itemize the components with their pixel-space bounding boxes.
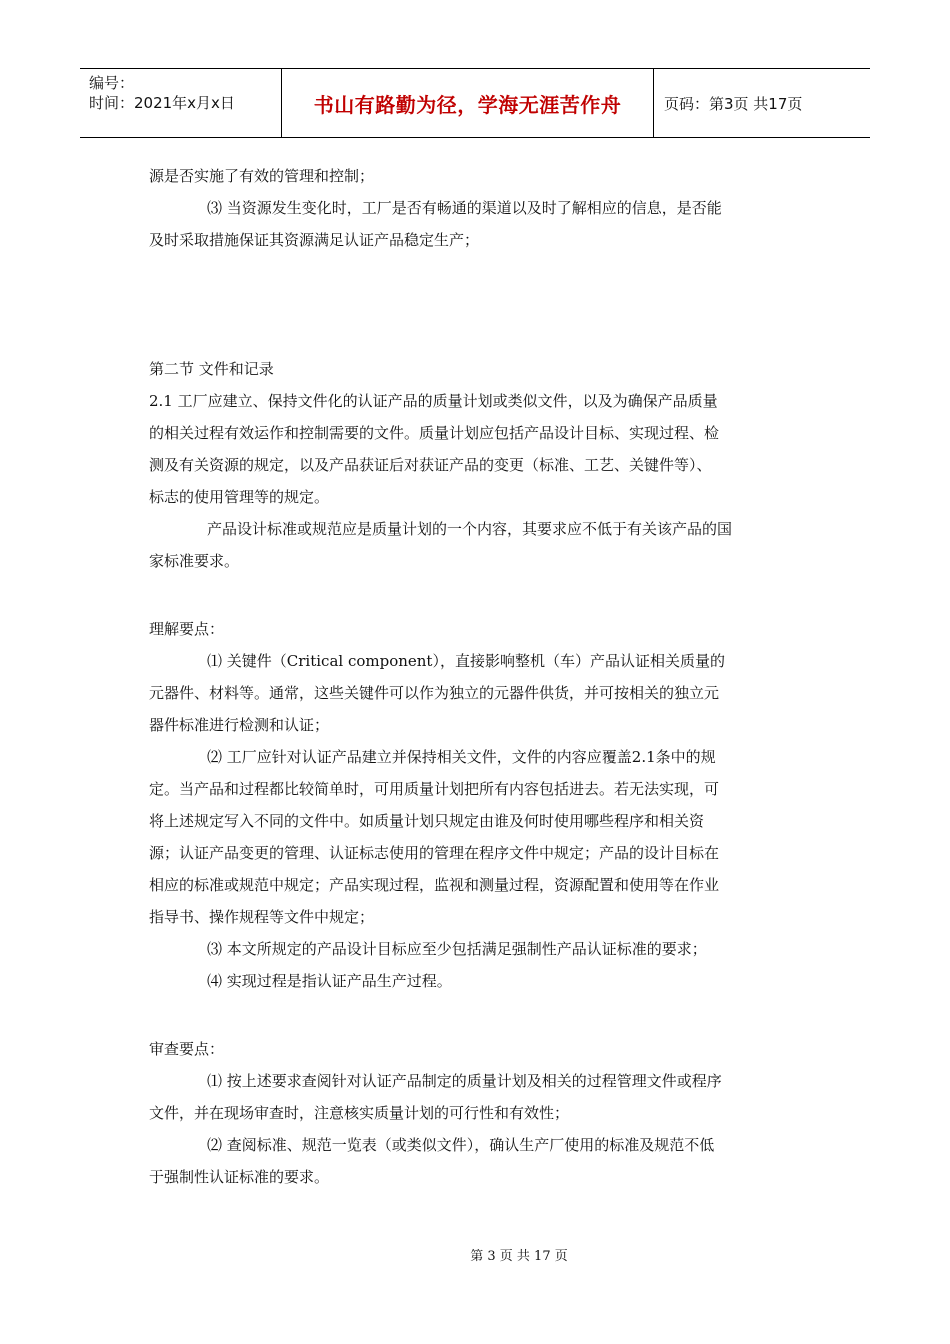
body-line: 2.1 工厂应建立、保持文件化的认证产品的质量计划或类似文件，以及为确保产品质量 [149,392,718,410]
body-line: 源是否实施了有效的管理和控制； [149,167,375,185]
body-line: ⑴ 按上述要求查阅针对认证产品制定的质量计划及相关的过程管理文件或程序 [207,1072,722,1090]
body-line: 家标准要求。 [149,552,240,570]
body-line: 测及有关资源的规定，以及产品获证后对获证产品的变更（标准、工艺、关键件等）、 [149,456,712,474]
document-time-label: 时间：2021年x月x日 [89,94,235,112]
body-line: ⑴ 关键件（Critical component），直接影响整机（车）产品认证相关质量的 [207,652,725,670]
body-line: 的相关过程有效运作和控制需要的文件。质量计划应包括产品设计目标、实现过程、检 [149,424,720,442]
page-footer [0,1245,950,1264]
page-header [80,68,870,138]
body-line: 将上述规定写入不同的文件中。如质量计划只规定由谁及何时使用哪些程序和相关资 [149,812,705,830]
body-line: 源；认证产品变更的管理、认证标志使用的管理在程序文件中规定；产品的设计目标在 [149,844,720,862]
body-line: ⑵ 工厂应针对认证产品建立并保持相关文件，文件的内容应覆盖2.1条中的规 [207,748,716,766]
header-meta [80,69,281,137]
body-line: 器件标准进行检测和认证； [149,716,330,734]
body-line: 定。当产品和过程都比较简单时，可用质量计划把所有内容包括进去。若无法实现，可 [149,780,720,798]
footer-page-number: 第 3 页 共 17 页 [470,1249,568,1264]
header-motto: 书山有路勤为径，学海无涯苦作舟 [313,92,622,117]
body-line: ⑶ 当资源发生变化时，工厂是否有畅通的渠道以及时了解相应的信息，是否能 [207,199,722,217]
body-line: 指导书、操作规程等文件中规定； [149,908,375,926]
subheading-review: 审查要点： [149,1040,225,1058]
body-line: 相应的标准或规范中规定；产品实现过程，监视和测量过程，资源配置和使用等在作业 [149,876,720,894]
body-line: 于强制性认证标准的要求。 [149,1168,330,1186]
body-line: 标志的使用管理等的规定。 [149,488,330,506]
body-line: ⑷ 实现过程是指认证产品生产过程。 [207,972,452,990]
body-line: ⑶ 本文所规定的产品设计目标应至少包括满足强制性产品认证标准的要求； [207,940,707,958]
header-page-info: 页码：第3页 共17页 [664,94,803,113]
document-number-label: 编号： [89,74,135,92]
body-line: 及时采取措施保证其资源满足认证产品稳定生产； [149,231,480,249]
section-heading: 第二节 文件和记录 [149,360,274,378]
header-motto-cell [281,69,654,137]
body-line: 文件，并在现场审查时，注意核实质量计划的可行性和有效性； [149,1104,570,1122]
body-line: 产品设计标准或规范应是质量计划的一个内容，其要求应不低于有关该产品的国 [207,520,733,538]
body-line: ⑵ 查阅标准、规范一览表（或类似文件），确认生产厂使用的标准及规范不低 [207,1136,715,1154]
body-line: 元器件、材料等。通常，这些关键件可以作为独立的元器件供货，并可按相关的独立元 [149,684,720,702]
subheading-understanding: 理解要点： [149,620,225,638]
